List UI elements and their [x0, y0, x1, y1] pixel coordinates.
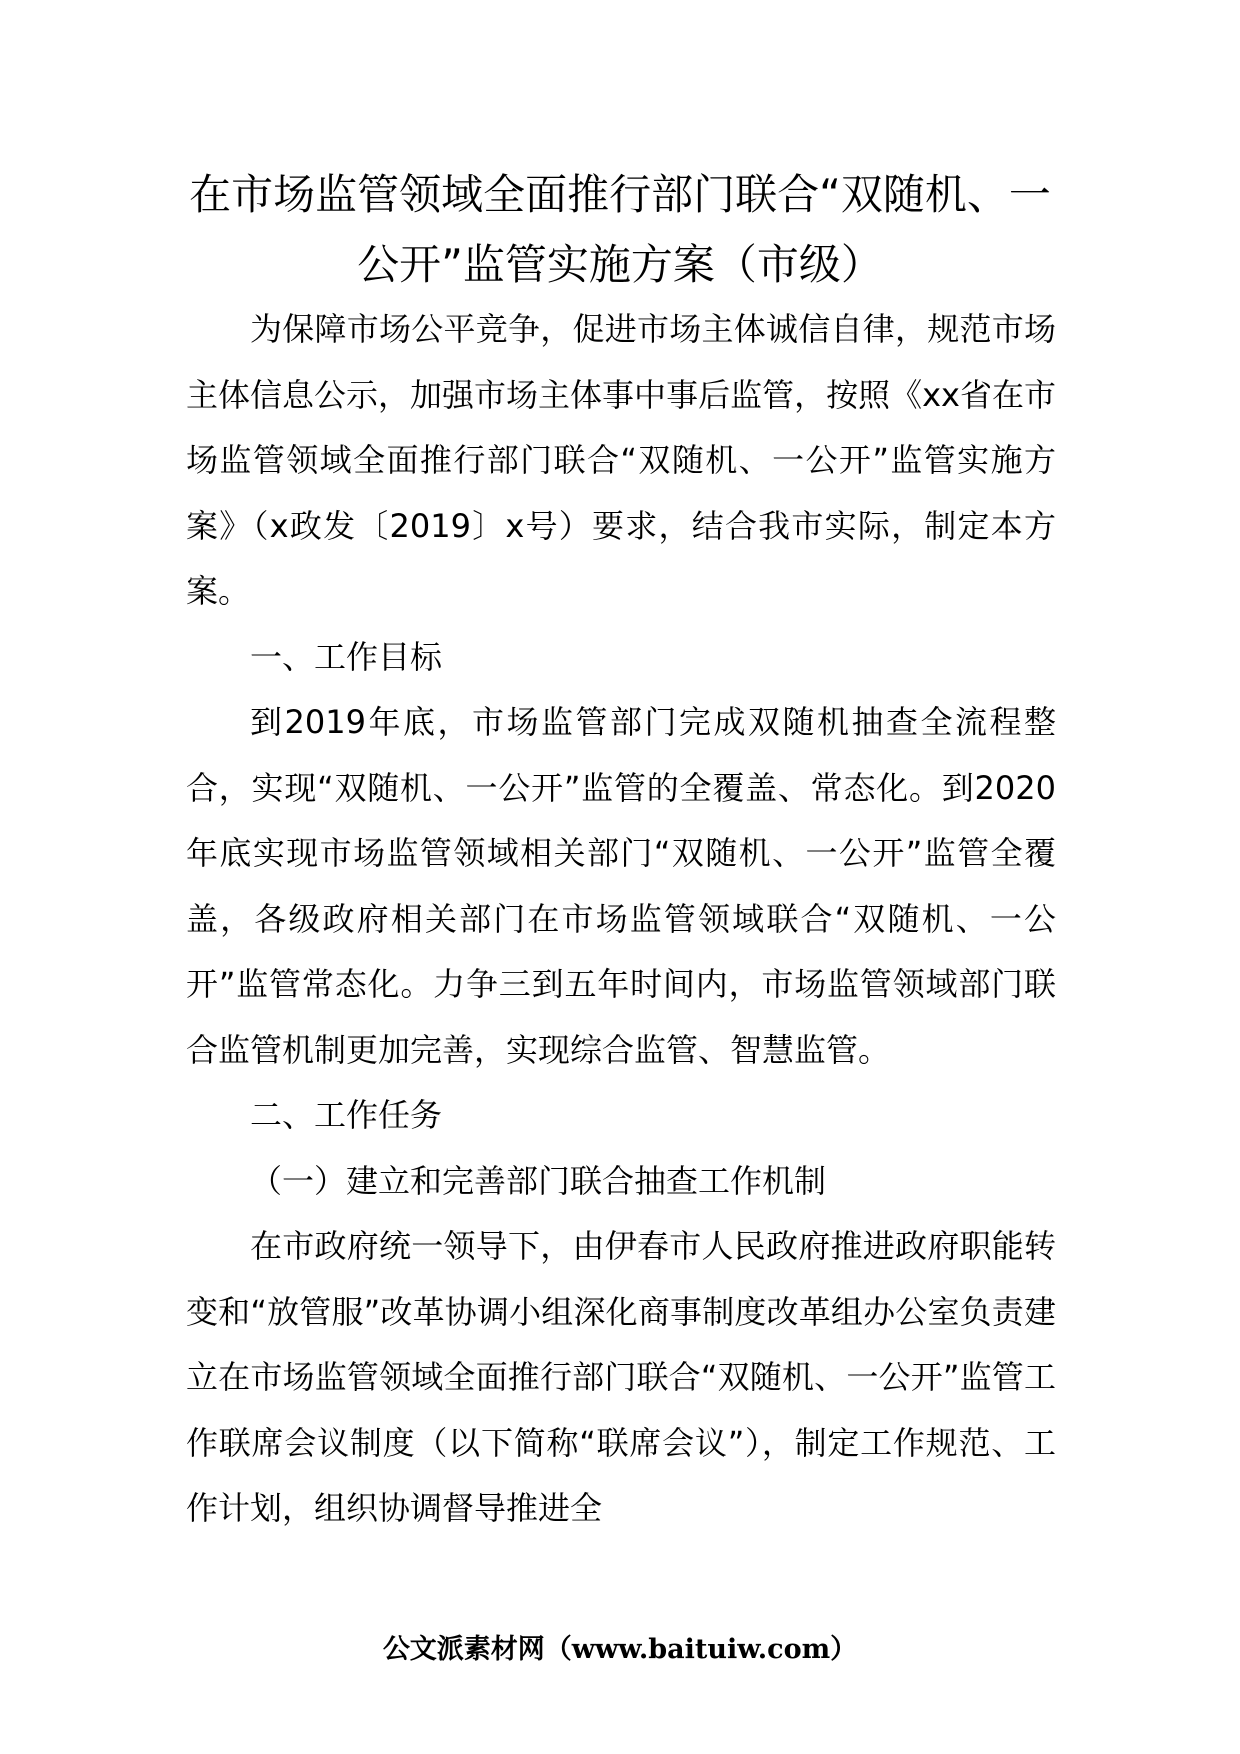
document-body	[186, 297, 1056, 1542]
document-title: 在市场监管领域全面推行部门联合“双随机、一公开”监管实施方案（市级）	[189, 170, 1051, 289]
footer-watermark: 公文派素材网（www.baituiw.com）	[382, 1634, 858, 1665]
section-heading-tasks: 二、工作任务	[250, 1096, 443, 1134]
paragraph-mechanism: 在市政府统一领导下，由伊春市人民政府推进政府职能转变和“放管服”改革协调小组深化商事制度改革组办公室负责建立在市场监管领域全面推行部门联合“双随机、一公开”监管工作联席会议制度（以下简称“联席会议”），制定工作规范、工作计划，组织协调督导推进全	[186, 1227, 1056, 1527]
section-heading-goals: 一、工作目标	[250, 637, 443, 676]
subsection-heading-mechanism: （一）建立和完善部门联合抽查工作机制	[250, 1161, 827, 1200]
paragraph-intro: 为保障市场公平竞争，促进市场主体诚信自律，规范市场主体信息公示，加强市场主体事中事后监管，按照《xx省在市场监管领域全面推行部门联合“双随机、一公开”监管实施方案》（x政发〔2019〕x号）要求，结合我市实际，制定本方案。	[186, 310, 1056, 610]
paragraph-goals: 到2019年底，市场监管部门完成双随机抽查全流程整合，实现“双随机、一公开”监管的全覆盖、常态化。到2020年底实现市场监管领域相关部门“双随机、一公开”监管全覆盖，各级政府相关部门在市场监管领域联合“双随机、一公开”监管常态化。力争三到五年时间内，市场监管领域部门联合监管机制更加完善，实现综合监管、智慧监管。	[186, 703, 1056, 1069]
